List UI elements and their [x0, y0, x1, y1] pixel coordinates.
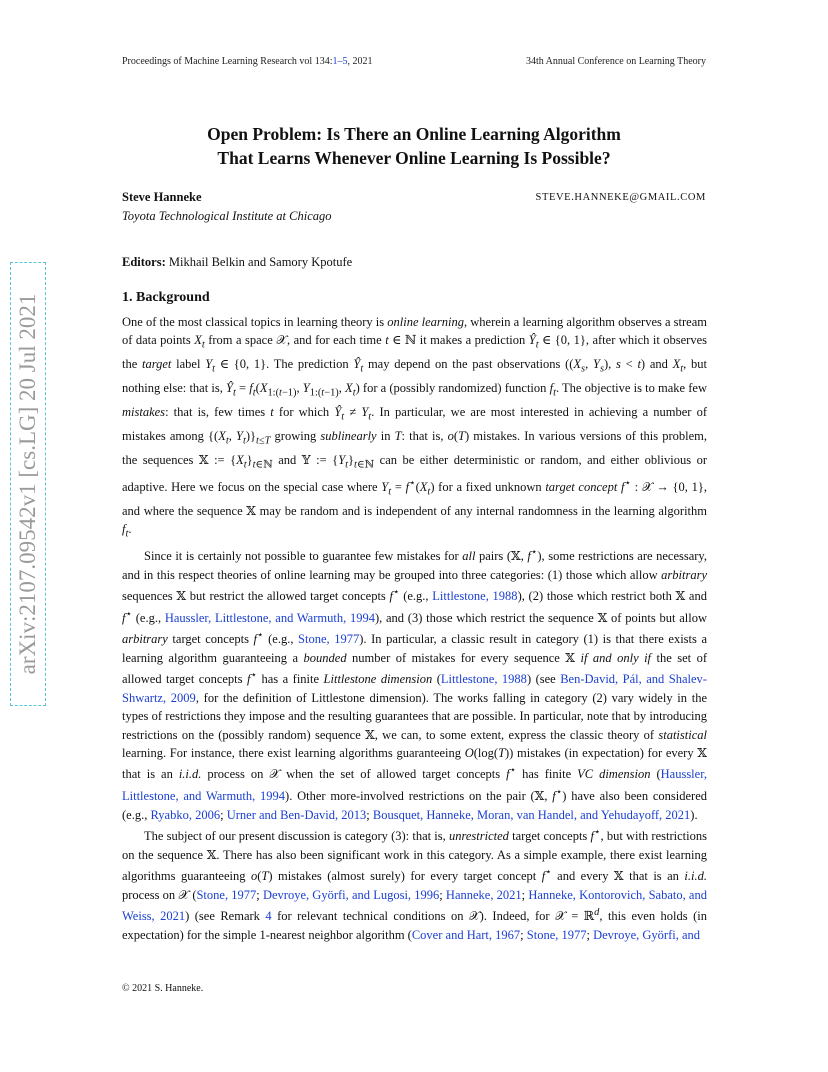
citation-link[interactable]: Littlestone, 1988: [432, 589, 518, 604]
copyright-footer: © 2021 S. Hanneke.: [122, 983, 204, 994]
remark-link[interactable]: 4: [265, 909, 272, 924]
arxiv-stamp-text: arXiv:2107.09542v1 [cs.LG] 20 Jul 2021: [15, 293, 40, 675]
editors-names: Mikhail Belkin and Samory Kpotufe: [168, 255, 353, 269]
section-heading: [122, 290, 210, 306]
editors-line: [122, 255, 352, 270]
citation-link[interactable]: Bousquet, Hanneke, Moran, van Handel, and Yehudayoff, 2021: [372, 807, 691, 822]
pages-link[interactable]: 1–5: [332, 56, 348, 67]
citation-link[interactable]: Ryabko, 2006: [150, 807, 221, 822]
paper-title: [0, 122, 828, 170]
citation-link[interactable]: Littlestone, 1988: [440, 672, 527, 687]
title-line-1: Open Problem: Is There an Online Learning Algorithm: [207, 124, 621, 144]
citation-link[interactable]: Devroye, Györfi, and: [593, 927, 701, 942]
author-email: STEVE.HANNEKE@GMAIL.COM: [535, 192, 706, 203]
arxiv-stamp: [10, 262, 46, 706]
citation-link[interactable]: Cover and Hart, 1967: [411, 927, 521, 942]
citation-link[interactable]: Ben-David, Pál, and Shalev-Shwartz, 2009: [122, 672, 707, 705]
citation-link[interactable]: Hanneke, Kontorovich, Sabato, and Weiss, 2021: [122, 887, 707, 924]
paragraph-3: The subject of our present discussion is category (3): that is, unrestricted target concepts f⋆, but with restrictions on the sequence 𝕏. There has also been significant work in this category. As a simple example, there exist learning algorithms guaranteeing o(T) mistakes (almost surely) for every target concept f⋆ and every 𝕏 that is an i.i.d. process on 𝒳 (Stone, 1977; Devroye, Györfi, and Lugosi, 1996; Hanneke, 2021; Hanneke, Kontorovich, Sabato, and Weiss, 2021) (see Remark 4 for relevant technical conditions on 𝒳). Indeed, for 𝒳 = ℝ$^d$, this even holds (in expectation) for the simple 1-nearest neighbor algorithm (Cover and Hart, 1967; Stone, 1977; Devroye, Györfi, and: [122, 827, 707, 942]
citation-link[interactable]: Stone, 1977: [526, 927, 587, 942]
proceedings-label: Proceedings of Machine Learning Research vol 134:: [122, 56, 333, 67]
running-header-left: [122, 56, 373, 67]
citation-link[interactable]: Haussler, Littlestone, and Warmuth, 1994: [122, 767, 707, 804]
proceedings-year: , 2021: [347, 56, 373, 67]
paragraph-1: One of the most classical topics in learning theory is online learning, wherein a learning algorithm observes a stream of data points $X_t$ from a space 𝒳, and for each time t ∈ ℕ it makes a prediction $Ŷ_t$ ∈ {0, 1}, after which it observes the target label $Y_t$ ∈ {0, 1}. The prediction $Ŷ_t$ may depend on the past observations (($X_s$, $Y_s$), s < t) and $X_t$, but nothing else: that is, $Ŷ_t = f_t(X_{1:(t-1)}$, $Y_{1:(t-1)}$, $X_t$) for a (possibly randomized) function $f_t$. The objective is to make few mistakes: that is, few times t for which $Ŷ_t \ne Y_t$. In particular, we are most interested in achieving a number of mistakes among {($X_t$, $Y_t)\}_{t\le T}$ growing sublinearly in T: that is, o(T) mistakes. In various versions of this problem, the sequences 𝕏 := $\{X_t\}_{t\in ℕ}$ and 𝕐 := $\{Y_t\}_{t\in ℕ}$ can be either deterministic or random, and either oblivious or adaptive. Here we focus on the special case where $Y_t = f^⋆(X_t)$ for a fixed unknown target concept f⋆ : 𝒳 → {0, 1}, and where the sequence 𝕏 may be random and is independent of any internal randomness in the learning algorithm $f_t$.: [122, 315, 708, 540]
citation-link[interactable]: Stone, 1977: [196, 887, 257, 902]
citation-link[interactable]: Hanneke, 2021: [445, 887, 522, 902]
author-name: Steve Hanneke: [122, 190, 202, 204]
running-header-right: 34th Annual Conference on Learning Theory: [525, 56, 706, 67]
citation-link[interactable]: Stone, 1977: [298, 632, 360, 647]
paragraph-2: Since it is certainly not possible to guarantee few mistakes for all pairs (𝕏, f⋆), some restrictions are necessary, and in this respect theories of online learning may be grouped into three categories: (1) those which allow arbitrary sequences 𝕏 but restrict the allowed target concepts f⋆ (e.g., Littlestone, 1988), (2) those which restrict both 𝕏 and f⋆ (e.g., Haussler, Littlestone, and Warmuth, 1994), and (3) those which restrict the sequence 𝕏 of points but allow arbitrary target concepts f⋆ (e.g., Stone, 1977). In particular, a classic result in category (1) is that there exists a learning algorithm guaranteeing a bounded number of mistakes for every sequence 𝕏 if and only if the set of allowed target concepts f⋆ has a finite Littlestone dimension (Littlestone, 1988) (see Ben-David, Pál, and Shalev-Shwartz, 2009, for the definition of Littlestone dimension). The works falling in category (2) vary widely in the types of restrictions they impose and the resulting guarantees that are possible. In particular, note that by introducing restrictions on the (possibly random) sequence 𝕏, we can, to some extent, express the classic theory of statistical learning. For instance, there exist learning algorithms guaranteeing O(log(T)) mistakes (in expectation) for every 𝕏 that is an i.i.d. process on 𝒳 when the set of allowed target concepts f⋆ has finite VC dimension (Haussler, Littlestone, and Warmuth, 1994). Other more-involved restrictions on the pair (𝕏, f⋆) have also been considered (e.g., Ryabko, 2006; Urner and Ben-David, 2013; Bousquet, Hanneke, Moran, van Handel, and Yehudayoff, 2021).: [122, 547, 708, 822]
author-affiliation: Toyota Technological Institute at Chicago: [122, 209, 332, 223]
body-text: [122, 313, 707, 944]
citation-link[interactable]: Haussler, Littlestone, and Warmuth, 1994: [164, 610, 375, 625]
editors-label: Editors:: [122, 255, 166, 269]
section-number: 1.: [122, 290, 133, 305]
citation-link[interactable]: Devroye, Györfi, and Lugosi, 1996: [262, 887, 440, 902]
citation-link[interactable]: Urner and Ben-David, 2013: [226, 807, 367, 822]
title-line-2: That Learns Whenever Online Learning Is Possible?: [217, 148, 611, 168]
section-title: Background: [136, 290, 210, 305]
